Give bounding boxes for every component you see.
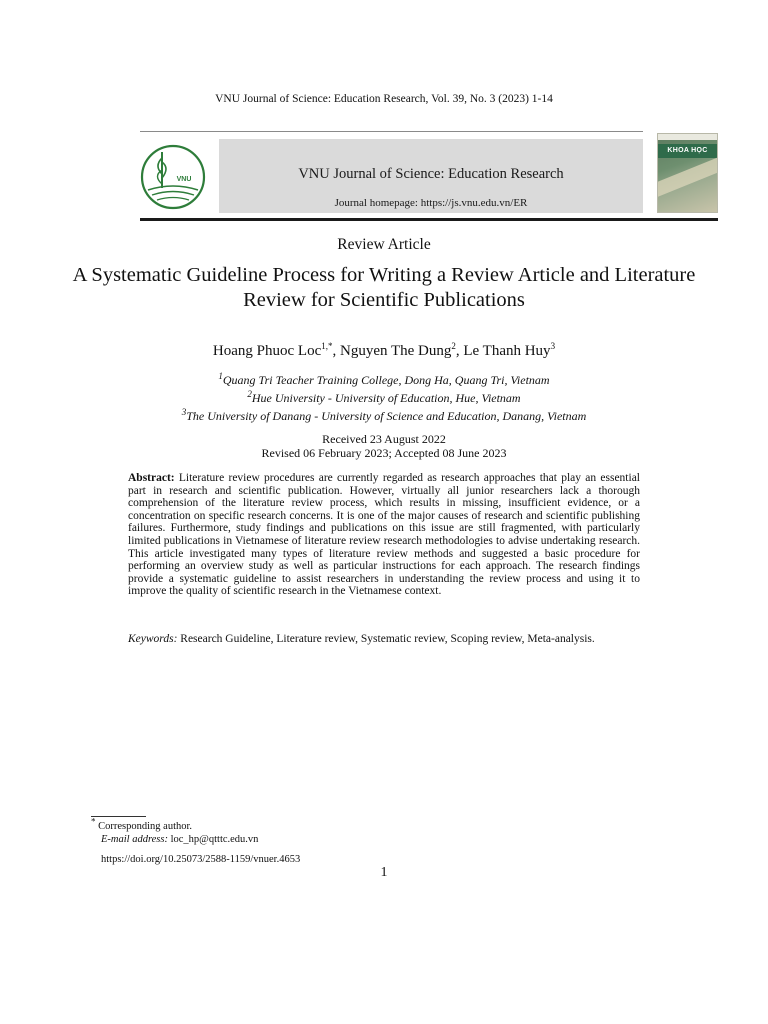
author-mark: 1,* [321,341,333,351]
revised-accepted-date: Revised 06 February 2023; Accepted 08 June 2023 [261,446,507,460]
affiliation [0,373,768,388]
vnu-logo-icon [140,144,206,210]
footnote-email [101,834,258,845]
author-mark: 2 [451,341,456,351]
keywords-text: Research Guideline, Literature review, Systematic review, Scoping review, Meta-analysis. [180,633,595,645]
article-title: A Systematic Guideline Process for Writing a Review Article and Literature Review for Scientific Publications [72,264,696,311]
author-name: Hoang Phuoc Loc [212,343,322,359]
affiliation-mark: 3 [181,407,187,417]
abstract-label: Abstract: [128,472,175,484]
affiliation-mark: 1 [218,371,223,381]
email-label: E-mail address: [101,834,168,845]
author-name: Nguyen The Dung [339,343,452,359]
author-mark: 3 [550,341,556,351]
affiliation [0,391,768,406]
journal-homepage: Journal homepage: https://js.vnu.edu.vn/ER [334,197,528,209]
page-number: 1 [380,865,388,880]
affiliation-mark: 2 [247,389,252,399]
doi-link[interactable]: https://doi.org/10.25073/2588-1159/vnuer.4653 [101,854,301,865]
abstract [128,472,640,598]
affiliation [0,409,768,424]
author-list [0,343,768,360]
affiliation-text: The University of Danang - University of Science and Education, Danang, Vietnam [186,409,587,423]
cover-band: KHOA HỌC [658,144,717,158]
journal-banner [219,139,643,213]
header-rule-top [140,131,643,132]
author-separator: , [332,343,340,359]
cover-diagonal [657,152,718,199]
keywords-label: Keywords: [128,633,178,645]
footnote-rule [91,816,146,817]
affiliation-text: Hue University - University of Education, Hue, Vietnam [251,391,521,405]
keywords [128,633,648,645]
header-rule-bottom [140,218,718,221]
corresponding-text: Corresponding author. [98,821,193,832]
affiliation-text: Quang Tri Teacher Training College, Dong Ha, Quang Tri, Vietnam [222,373,550,387]
author-separator: , [455,343,464,359]
article-type: Review Article [337,236,431,253]
logo-text: VNU [176,176,192,183]
author-name: Le Thanh Huy [463,343,551,359]
journal-name: VNU Journal of Science: Education Research [298,166,564,182]
running-head: VNU Journal of Science: Education Research, Vol. 39, No. 3 (2023) 1-14 [215,93,553,105]
cover-topbar [658,134,717,140]
footnote-mark: * [91,816,96,827]
received-date: Received 23 August 2022 [322,432,446,446]
journal-cover-image [657,133,718,213]
abstract-text: Literature review procedures are currently regarded as research approaches that play an essential part in research and scientific publication. However, virtually all junior researchers lack a thorough comprehension of the literature review process, which results in missing, insufficient evidence, or a concentration on specific research concerns. It is one of the major causes of research and scientific publishing failures. Furthermore, study findings and publications on this issue are still fragmented, with particularly limited publications in Vietnamese of literature review research methodologies to advise undertaking research. This article investigated many types of literature review methods and suggested a basic procedure for performing an overview study as well as particular instructions for each approach. The research findings provide a systematic guideline to assist researchers in understanding the review process and using it to improve the quality of scientific research in the Vietnamese context. [128,472,640,598]
footnote-corresponding [91,816,193,832]
email-address: loc_hp@qtttc.edu.vn [170,834,259,845]
